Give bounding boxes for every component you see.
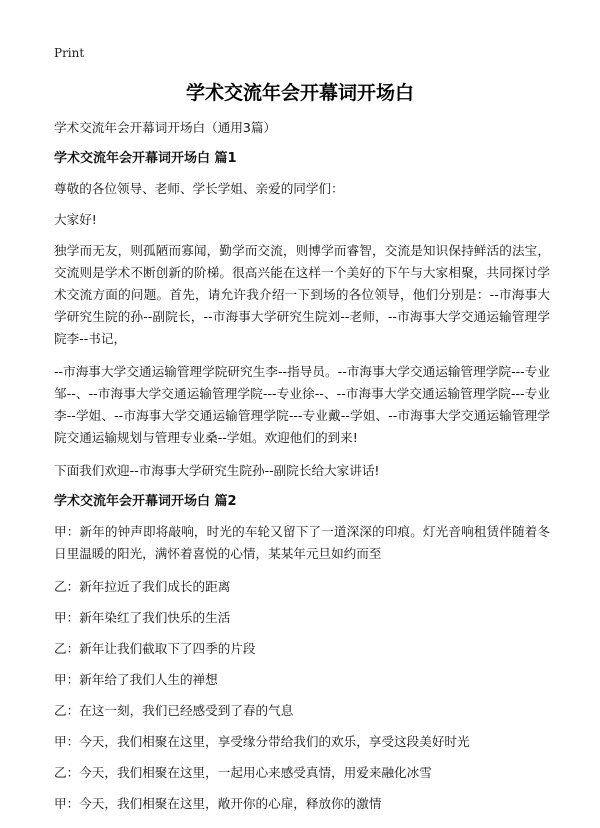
dialogue-line: 甲：新年给了我们人生的禅想 bbox=[54, 672, 218, 687]
dialogue-line: 甲：新年染红了我们快乐的生活 bbox=[54, 610, 231, 625]
document-subtitle: 学术交流年会开幕词开场白（通用3篇） bbox=[54, 120, 277, 135]
paragraph: --市海事大学交通运输管理学院研究生李--指导员。--市海事大学交通运输管理学院---专业邹--、--市海事大学交通运输管理学院---专业徐--、--市海事大学交通运输管理学院---专业李--学姐、--市海事大学交通运输管理学院---专业戴--学姐、--市海事大学交通运输管理学院交通运输规划与管理专业桑--学姐。欢迎他们的到来! bbox=[54, 364, 550, 445]
print-link[interactable]: Print bbox=[54, 46, 85, 60]
document-body bbox=[54, 117, 550, 824]
dialogue-line: 甲：今天，我们相聚在这里，敞开你的心扉，释放你的激情 bbox=[54, 796, 382, 811]
section-heading: 学术交流年会开幕词开场白 篇2 bbox=[54, 494, 237, 509]
dialogue-line: 乙：新年让我们截取下了四季的片段 bbox=[54, 641, 256, 656]
dialogue-line: 乙：在这一刻，我们已经感受到了春的气息 bbox=[54, 703, 294, 718]
page-title: 学术交流年会开幕词开场白 bbox=[185, 82, 414, 104]
paragraph: 甲：新年的钟声即将敲响，时光的车轮又留下了一道深深的印痕。灯光音响租赁伴随着冬日里温暖的阳光，满怀着喜悦的心情，某某年元旦如约而至 bbox=[54, 524, 550, 561]
paragraph: 独学而无友，则孤陋而寡闻，勤学而交流，则博学而睿智，交流是知识保持鲜活的法宝，交流则是学术不断创新的阶梯。很高兴能在这样一个美好的下午与大家相聚，共同探讨学术交流方面的问题。首先，请允许我介绍一下到场的各位领导，他们分别是：--市海事大学研究生院的孙--副院长，--市海事大学研究生院刘--老师，--市海事大学交通运输管理学院李--书记， bbox=[54, 243, 550, 346]
paragraph: 大家好! bbox=[54, 212, 97, 227]
paragraph: 下面我们欢迎--市海事大学研究生院孙--副院长给大家讲话! bbox=[54, 463, 380, 478]
dialogue-line: 乙：新年拉近了我们成长的距离 bbox=[54, 579, 231, 594]
dialogue-line: 乙：今天，我们相聚在这里，一起用心来感受真情，用爱来融化冰雪 bbox=[54, 765, 432, 780]
paragraph: 尊敬的各位领导、老师、学长学姐、亲爱的同学们： bbox=[54, 181, 344, 196]
dialogue-line: 甲：今天，我们相聚在这里，享受缘分带给我们的欢乐，享受这段美好时光 bbox=[54, 734, 470, 749]
section-heading: 学术交流年会开幕词开场白 篇1 bbox=[54, 151, 237, 166]
